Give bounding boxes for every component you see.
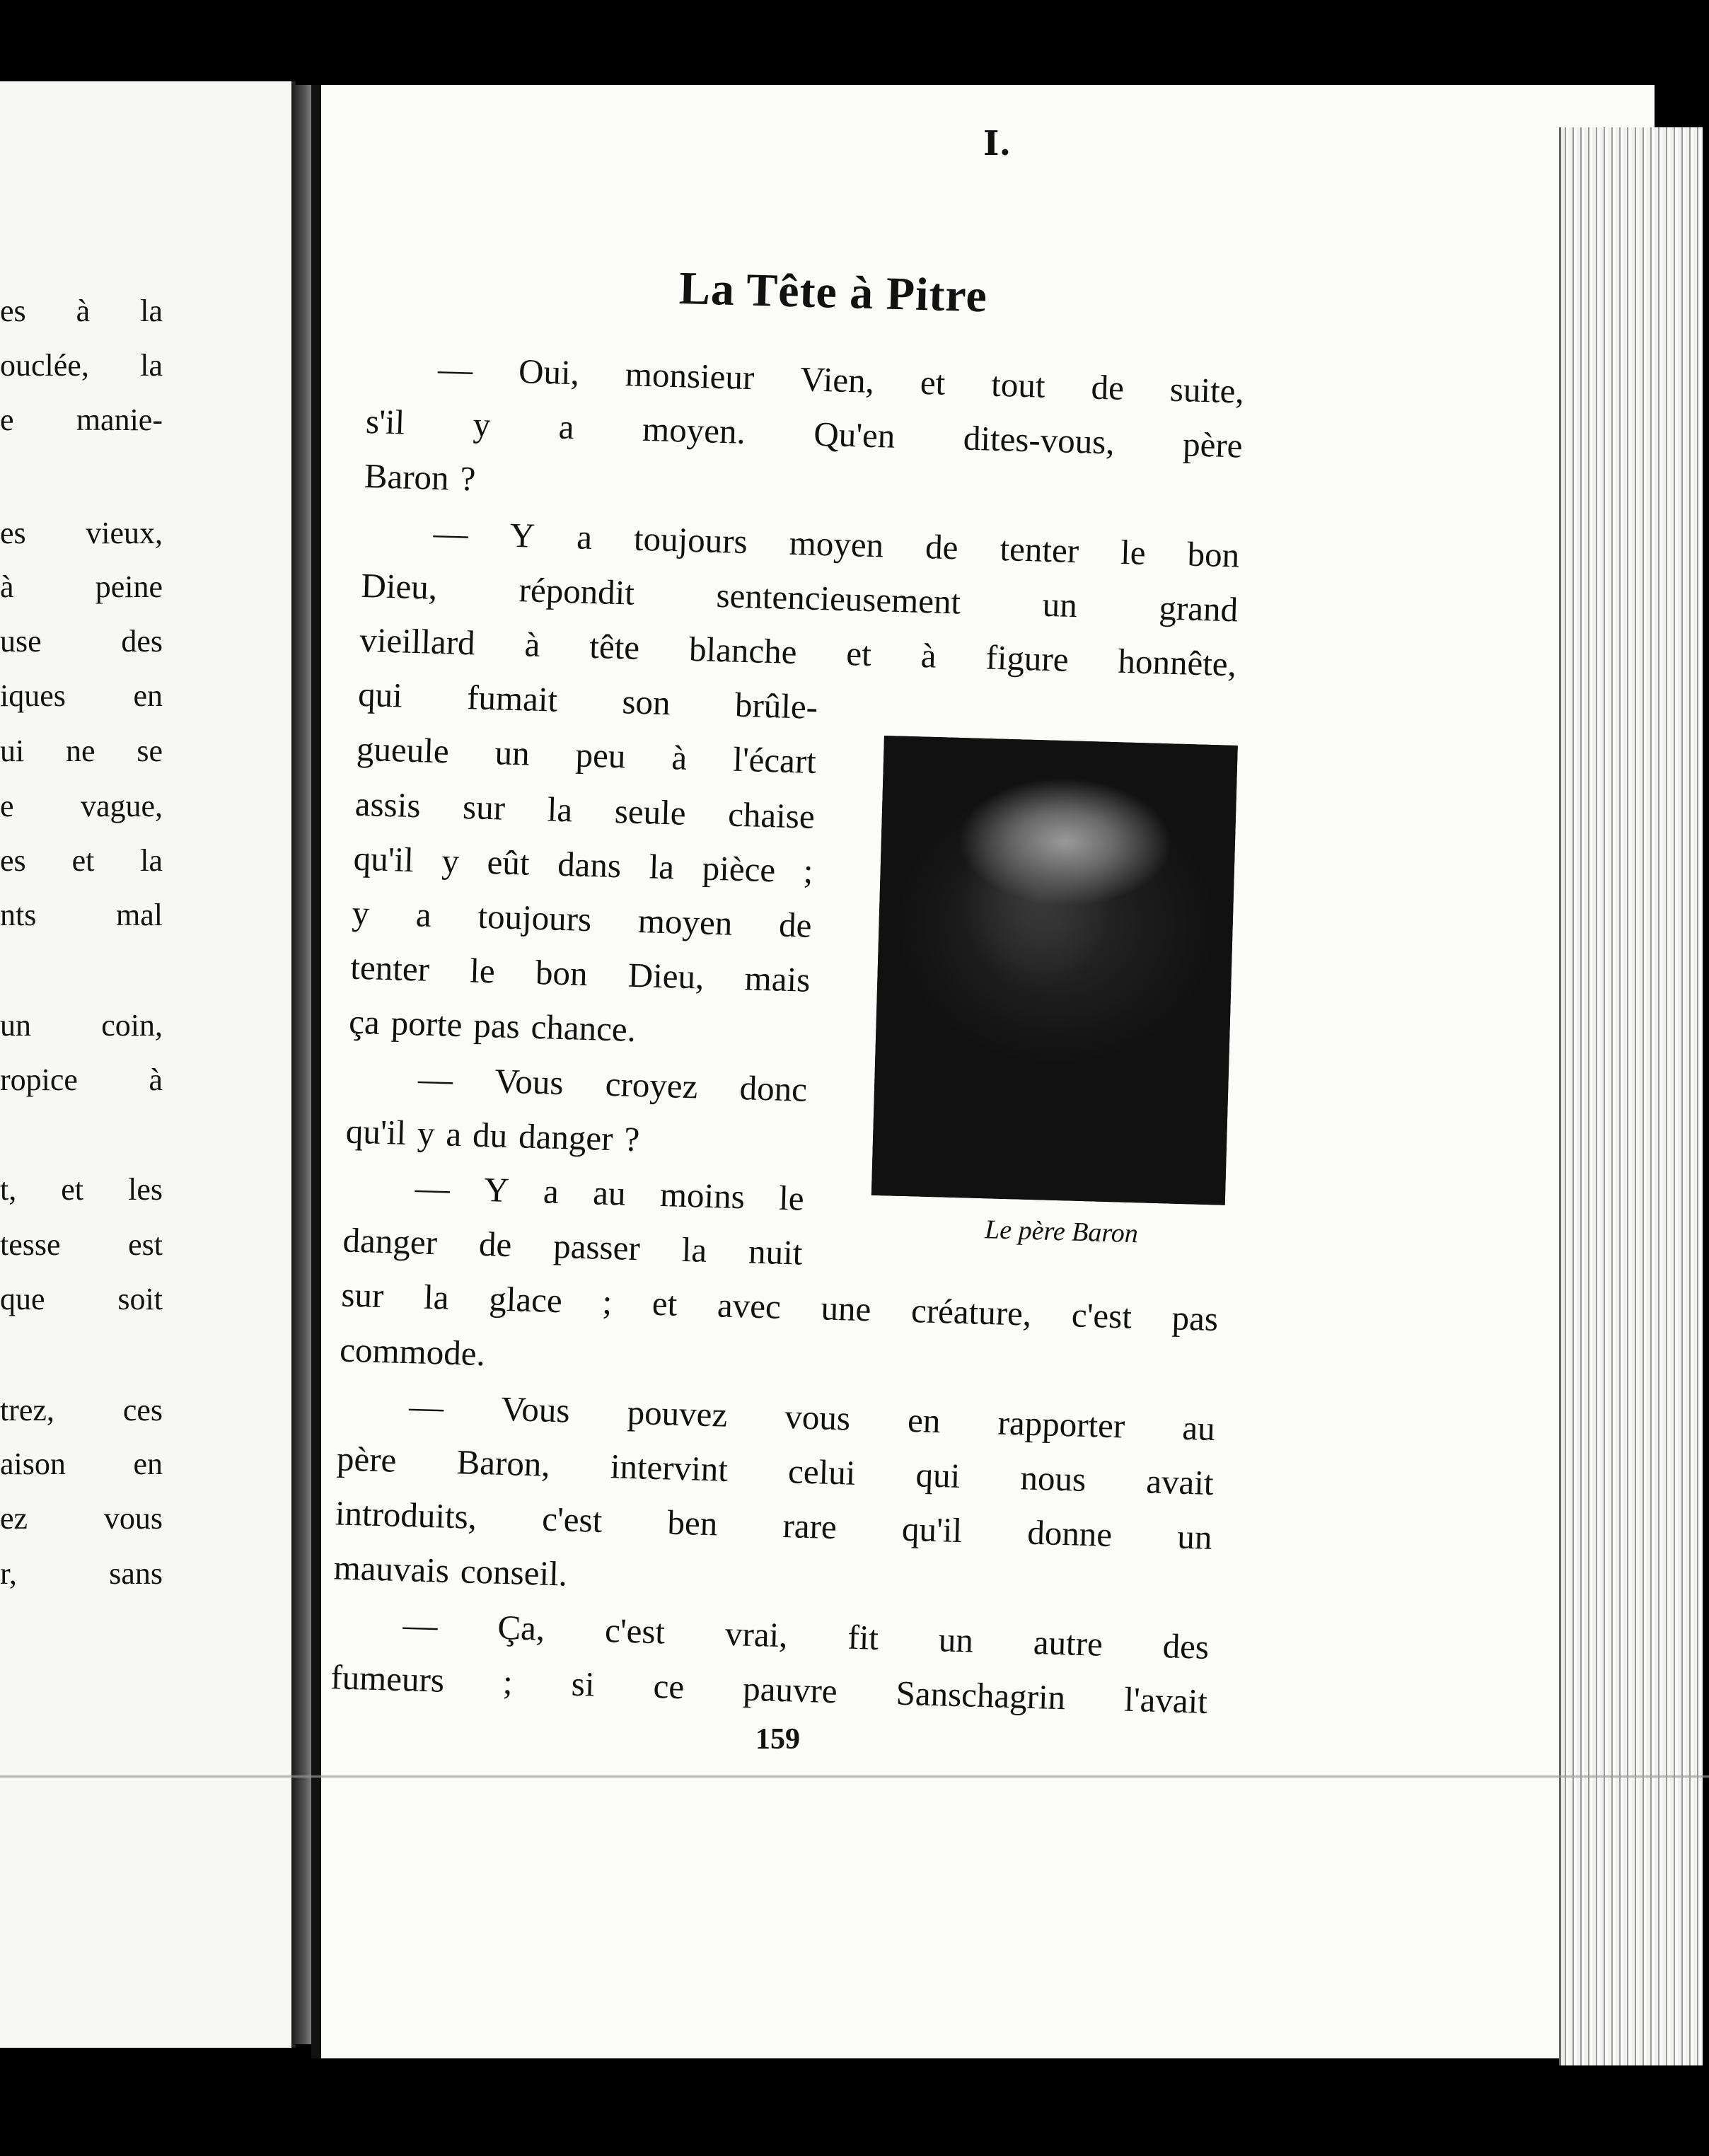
text-word: son [621, 682, 671, 723]
text-word: pauvre [742, 1669, 838, 1711]
text-word: fumait [466, 678, 558, 719]
left-page-word: es [0, 516, 26, 550]
text-word: un [1042, 584, 1078, 625]
text-word: vrai, [724, 1613, 789, 1654]
text-word: Ça, [497, 1607, 545, 1648]
text-word: chance. [530, 1007, 637, 1050]
text-word: donne [1026, 1512, 1113, 1555]
text-word: ce [652, 1666, 685, 1707]
text-word: eût [486, 842, 531, 883]
scan-border-top [0, 0, 1709, 92]
text-line [433, 512, 1240, 575]
text-word: et [651, 1284, 678, 1324]
left-page-word: et [61, 1172, 84, 1207]
left-page-line [0, 626, 163, 657]
text-word: ; [601, 1282, 613, 1322]
text-word: un [1176, 1517, 1213, 1558]
text-word: Dieu, [360, 565, 438, 607]
text-word: du [472, 1115, 509, 1155]
text-word: c'est [1071, 1295, 1132, 1337]
text-word: père [1182, 424, 1244, 465]
text-line [359, 620, 1237, 685]
text-word: bon [535, 953, 589, 994]
text-word: a [558, 407, 575, 447]
text-word: Vous [500, 1389, 571, 1430]
text-word: a [445, 1114, 463, 1154]
left-page-word: manie- [76, 402, 163, 437]
text-word: Oui, [518, 351, 580, 393]
text-word: vieillard [359, 620, 476, 663]
text-line [408, 1386, 1215, 1449]
text-word: ? [459, 459, 477, 499]
left-page-line [0, 791, 163, 822]
text-word: de [478, 1224, 513, 1265]
text-word: rare [782, 1506, 838, 1547]
text-word: toujours [633, 518, 748, 561]
left-page-word: en [133, 678, 163, 713]
text-word: de [1090, 367, 1125, 407]
text-word: ben [666, 1502, 719, 1543]
text-word: intervint [610, 1447, 729, 1489]
text-word: mauvais [333, 1548, 450, 1591]
text-word: créature, [910, 1291, 1032, 1334]
text-word: des [1162, 1625, 1210, 1667]
left-page-word: que [0, 1282, 45, 1316]
text-word: Baron, [456, 1442, 551, 1484]
text-word: a [415, 895, 432, 934]
text-word: monsieur [625, 354, 755, 398]
text-word: ; [502, 1662, 514, 1702]
left-page-word: à [149, 1062, 163, 1097]
left-page-word: ropice [0, 1062, 78, 1097]
figure [870, 736, 1238, 1255]
text-word: pièce [702, 848, 776, 890]
left-page-word: ez [0, 1501, 28, 1536]
text-word: c'est [541, 1499, 603, 1541]
text-word: tout [990, 364, 1046, 405]
left-page-word: à [76, 294, 91, 328]
text-word: et [845, 634, 872, 674]
text-word: Y [509, 515, 535, 555]
text-word: nous [1019, 1458, 1087, 1499]
left-page-line [0, 736, 163, 767]
text-line [354, 783, 815, 836]
left-page-word: ui [0, 734, 25, 768]
text-line [352, 893, 812, 946]
text-word: tenter [999, 528, 1079, 570]
text-word: tenter [349, 947, 430, 989]
left-page-line [0, 518, 163, 549]
text-word: bon [1186, 534, 1240, 575]
left-page-line [0, 1558, 163, 1589]
text-word: un [494, 733, 531, 773]
text-word: le [778, 1178, 805, 1218]
text-word: tête [589, 626, 640, 667]
text-word: y [351, 893, 370, 933]
text-word: — [437, 349, 473, 390]
text-word: — [417, 1058, 453, 1099]
left-page-word: et [71, 843, 95, 878]
left-page-word: trez, [0, 1393, 54, 1427]
text-word: au [1181, 1408, 1216, 1448]
text-word: une [820, 1288, 872, 1329]
left-page-word: est [128, 1227, 163, 1262]
text-word: peu [574, 735, 627, 776]
text-word: moyen. [642, 410, 746, 452]
text-word: a [576, 516, 593, 557]
text-word: danger [518, 1116, 614, 1158]
text-word: répondit [518, 569, 635, 613]
text-word: — [432, 513, 469, 553]
left-page-line [0, 900, 163, 931]
left-page-word: vous [103, 1501, 163, 1536]
left-page-line [0, 1284, 163, 1315]
text-line [333, 1548, 1211, 1613]
text-word: moins [659, 1175, 746, 1217]
text-word: sentencieusement [715, 575, 961, 622]
text-word: introduits, [335, 1493, 477, 1537]
text-line [364, 456, 1241, 521]
left-page-word: mal [116, 898, 163, 932]
left-page-word: es [0, 294, 26, 328]
text-word: la [547, 789, 573, 829]
left-page-line [0, 1174, 163, 1205]
text-word: un [938, 1619, 974, 1660]
left-page-word: à [0, 569, 14, 604]
text-word: grand [1158, 588, 1239, 630]
text-line [365, 401, 1243, 466]
text-word: chaise [727, 794, 816, 836]
left-page-word: r, [0, 1556, 17, 1591]
left-page [0, 81, 296, 2048]
text-word: figure [985, 637, 1070, 679]
text-word: ; [803, 851, 814, 891]
text-word: le [469, 951, 496, 991]
text-word: y [441, 841, 460, 881]
left-page-word: iques [0, 678, 66, 713]
text-word: assis [354, 784, 422, 825]
text-word: suite, [1169, 369, 1245, 411]
text-word: l'avait [1123, 1679, 1208, 1721]
text-word: la [649, 847, 675, 887]
text-line [335, 1493, 1212, 1558]
text-word: pas [1171, 1298, 1219, 1339]
text-word: Baron [364, 456, 450, 498]
text-word: sur [462, 787, 506, 828]
text-word: conseil. [460, 1551, 568, 1594]
text-word: vous [784, 1396, 851, 1438]
left-page-word: peine [95, 569, 163, 604]
text-word: dans [557, 844, 622, 886]
corner-mark: I. [983, 124, 1012, 163]
photo-caption: Le père Baron [984, 1215, 1139, 1249]
text-word: blanche [688, 629, 798, 672]
text-word: y [473, 405, 492, 445]
text-line [353, 838, 813, 891]
left-page-line [0, 402, 163, 437]
text-word: mais [743, 958, 811, 999]
text-word: qu'il [353, 838, 415, 879]
text-word: au [592, 1173, 627, 1213]
text-line [402, 1604, 1210, 1667]
left-page-word: es [0, 843, 26, 878]
left-page-word: soit [117, 1282, 163, 1316]
left-page-line [0, 296, 163, 327]
text-word: donc [738, 1067, 808, 1109]
text-word: dites-vous, [963, 418, 1116, 462]
text-word: de [778, 905, 813, 945]
text-word: Vous [494, 1061, 564, 1102]
left-page-word: use [0, 624, 42, 659]
text-word: nuit [748, 1231, 804, 1273]
text-line [345, 1111, 806, 1164]
text-line [350, 947, 811, 1000]
text-word: s'il [365, 402, 405, 442]
text-word: — [415, 1168, 451, 1208]
text-word: passer [552, 1227, 641, 1268]
left-page-word: la [140, 348, 163, 383]
left-page-word: t, [0, 1172, 17, 1207]
text-line [341, 1275, 1219, 1340]
text-word: autre [1033, 1622, 1103, 1664]
left-page-line [0, 845, 163, 876]
left-page-word: tesse [0, 1227, 61, 1262]
left-page-word: aison [0, 1447, 66, 1481]
text-word: fumeurs [330, 1657, 445, 1700]
text-word: moyen [637, 900, 734, 943]
text-word: si [571, 1664, 596, 1704]
left-page-word: e [0, 402, 14, 437]
text-word: qui [915, 1455, 961, 1495]
text-word: qu'il [345, 1111, 407, 1152]
scan-artifact-line [0, 1775, 1709, 1778]
left-page-word: vieux, [86, 516, 163, 550]
text-word: Qu'en [813, 414, 896, 456]
left-page-word: des [121, 624, 163, 659]
text-line [336, 1438, 1214, 1503]
left-page-word: en [133, 1447, 163, 1481]
left-page-line [0, 1229, 163, 1260]
left-page-word: les [128, 1172, 163, 1207]
text-word: la [681, 1230, 707, 1270]
left-page-word: se [137, 734, 163, 768]
text-line [330, 1657, 1208, 1722]
text-word: c'est [604, 1610, 666, 1652]
text-word: porte [390, 1003, 463, 1045]
left-page-word: ces [122, 1393, 163, 1427]
left-page-word: e [0, 789, 14, 823]
page-edges [1559, 127, 1703, 2065]
text-word: seule [614, 791, 687, 833]
left-page-word: ne [66, 734, 95, 768]
left-page-line [0, 1395, 163, 1426]
text-word: de [925, 526, 959, 567]
text-word: pas [473, 1005, 521, 1046]
text-line [342, 1220, 803, 1273]
text-word: fit [847, 1617, 879, 1657]
left-page-line [0, 1503, 163, 1534]
text-word: croyez [605, 1064, 699, 1106]
left-page-line [0, 569, 163, 604]
text-line [361, 565, 1239, 630]
text-word: l'écart [732, 740, 817, 782]
text-word: avec [717, 1285, 782, 1327]
text-word: celui [787, 1451, 857, 1493]
text-word: le [1120, 532, 1147, 572]
chapter-title: La Tête à Pitre [678, 262, 988, 323]
text-word: moyen [789, 523, 884, 565]
left-page-line [0, 680, 163, 712]
text-word: Dieu, [627, 955, 705, 997]
text-line [415, 1167, 804, 1218]
left-page-word: nts [0, 898, 37, 932]
text-word: Sanschagrin [895, 1673, 1066, 1717]
text-word: à [920, 636, 937, 676]
scan-border-bottom [0, 2076, 1709, 2156]
text-word: — [408, 1386, 444, 1427]
text-line [417, 1058, 807, 1109]
text-word: y [417, 1113, 436, 1153]
text-word: ? [623, 1119, 641, 1159]
left-page-word: la [140, 843, 163, 878]
text-word: Vien, [799, 359, 875, 400]
portrait-photo [871, 736, 1238, 1205]
left-page-word: coin, [101, 1008, 163, 1043]
text-word: à [671, 738, 688, 778]
text-word: la [423, 1277, 450, 1318]
text-line [349, 1002, 809, 1055]
text-word: Y [483, 1170, 510, 1210]
text-word: danger [342, 1220, 438, 1263]
text-word: glace [488, 1279, 563, 1321]
text-word: ça [348, 1002, 381, 1043]
text-word: commode. [339, 1330, 486, 1373]
text-line [340, 1329, 1217, 1394]
text-word: à [523, 625, 541, 664]
text-line [356, 729, 816, 782]
text-word: — [402, 1604, 439, 1645]
text-word: brûle- [734, 685, 818, 727]
text-word: pouvez [627, 1392, 729, 1435]
text-word: gueule [356, 729, 450, 771]
text-line [357, 674, 818, 727]
left-page-line [0, 1010, 163, 1041]
left-page-word: un [0, 1008, 31, 1043]
left-page-word: ouclée, [0, 348, 89, 383]
text-word: père [336, 1439, 398, 1480]
left-page-line [0, 1449, 163, 1480]
left-page-line [0, 350, 163, 381]
text-word: honnête, [1117, 641, 1237, 684]
left-page-word: vague, [80, 789, 163, 823]
left-page-line [0, 1062, 163, 1097]
text-word: qu'il [901, 1509, 963, 1551]
left-page-word: sans [109, 1556, 163, 1591]
text-word: et [920, 362, 946, 402]
text-word: qui [357, 675, 403, 715]
text-word: a [543, 1171, 560, 1211]
left-page-word: la [140, 294, 163, 328]
text-word: sur [340, 1275, 385, 1316]
page-number: 159 [755, 1723, 800, 1756]
text-word: rapporter [997, 1403, 1126, 1446]
text-word: avait [1145, 1461, 1215, 1502]
text-word: en [907, 1400, 942, 1440]
text-word: toujours [477, 896, 592, 939]
